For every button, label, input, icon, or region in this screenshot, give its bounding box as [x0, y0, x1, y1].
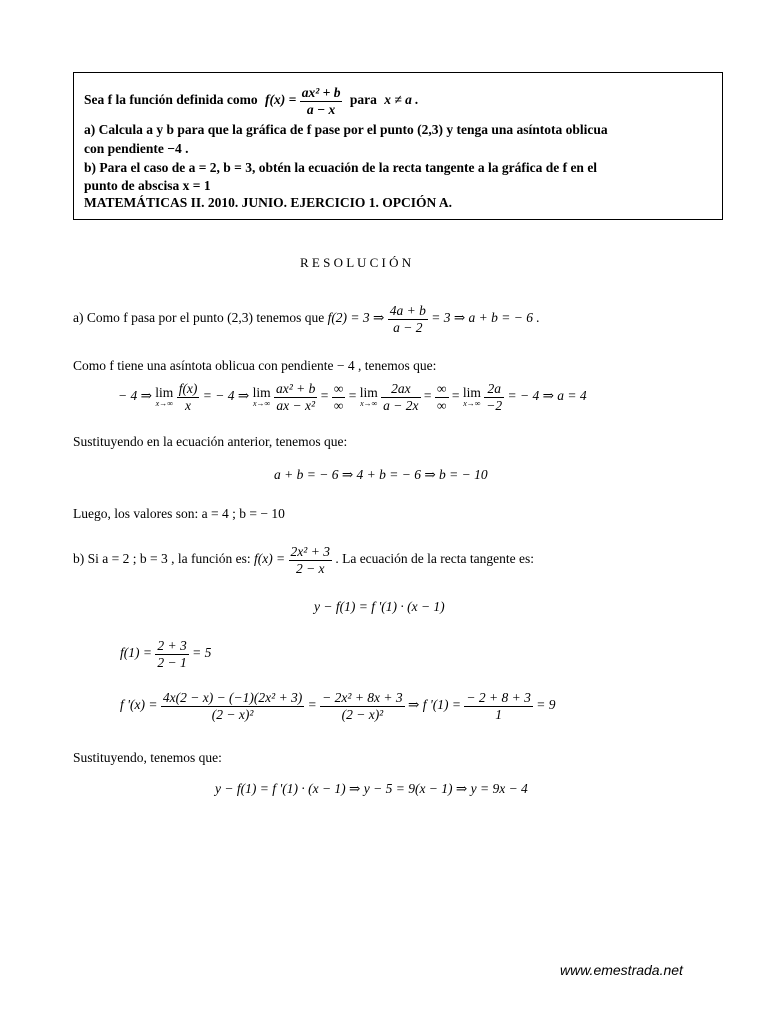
limit-chain: − 4 ⇒ lim x→∞ $\frac{f(x)}{x}$ = − 4 ⇒ lim x→∞ $\frac{\text{ax² + b}}{\text{ax − x²}}$ = $\frac{\infty}{\infty}$ = lim x→∞ $\frac{2ax}{a - 2x}$ = $\frac{\infty}{\infty}$ = lim x→∞ $\frac{2a}{-2}$ = − 4 ⇒ a = 4	[118, 381, 587, 413]
derivative-eq: f '(x) = $\frac{\text{4x(2 − x) − (−1)(2x² + 3)}}{\text{(2 − x)²}}$ = $\frac{\text{− 2x² + 8x + 3}}{\text{(2 − x)²}}$ ⇒ f '(1) = $\frac{- 2 + 8 + 3}{1}$ = 9	[120, 690, 556, 722]
part-a-line2: con pendiente −4 .	[84, 141, 189, 156]
part-b-line2: punto de abscisa x = 1	[84, 178, 211, 193]
part-a-eq1: a) Como f pasa por el punto (2,3) tenemos que f(2) = 3 ⇒ $\frac{4a + b}{a - 2}$ = 3 ⇒ a + b = − 6 .	[73, 303, 540, 335]
part-b-line1: b) Para el caso de a = 2, b = 3, obtén la ecuación de la recta tangente a la gráfica de f en el	[84, 160, 598, 175]
values-result: Luego, los valores son: a = 4 ; b = − 10	[73, 506, 285, 521]
f-of-1: f(1) = $\frac{2 + 3}{2 - 1}$ = 5	[120, 638, 212, 670]
substitution2-text: Sustituyendo, tenemos que:	[73, 750, 222, 765]
asymptote-text: Como f tiene una asíntota oblicua con pendiente − 4 , tenemos que:	[73, 358, 437, 373]
resolution-title: R E S O L U C I Ó N	[300, 255, 412, 270]
problem-intro: Sea f la función definida como f(x) = $\frac{\text{ax² + b}}{a - x}$ para x ≠ a .	[84, 85, 419, 117]
part-a-line1: a) Calcula a y b para que la gráfica de f pase por el punto (2,3) y tenga una asíntota oblicua	[84, 122, 608, 137]
final-tangent-eq: y − f(1) = f '(1) · (x − 1) ⇒ y − 5 = 9(x − 1) ⇒ y = 9x − 4	[215, 781, 528, 796]
substitution-eq: a + b = − 6 ⇒ 4 + b = − 6 ⇒ b = − 10	[274, 467, 488, 482]
substitution-text: Sustituyendo en la ecuación anterior, tenemos que:	[73, 434, 348, 449]
tangent-line-formula: y − f(1) = f '(1) · (x − 1)	[314, 599, 445, 614]
fx-fraction: $\frac{\text{ax² + b}}{a - x}$	[301, 85, 341, 117]
part-b-function: b) Si a = 2 ; b = 3 , la función es: f(x) = $\frac{\text{2x² + 3}}{2 - x}$ . La ecuación de la recta tangente es:	[73, 544, 534, 576]
footer-website: www.emestrada.net	[560, 962, 683, 978]
problem-source: MATEMÁTICAS II. 2010. JUNIO. EJERCICIO 1. OPCIÓN A.	[84, 195, 453, 210]
